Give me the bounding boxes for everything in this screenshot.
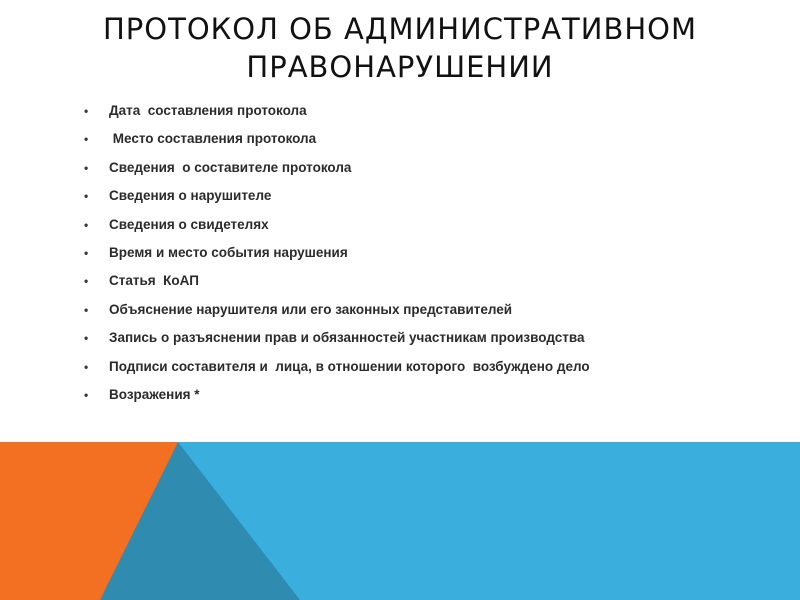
list-item-text: Возражения * [109,386,200,402]
bullet-icon: • [84,359,89,374]
bullet-icon: • [84,387,89,402]
slide-title [40,10,760,86]
list-item-text: Запись о разъяснении прав и обязанностей участникам производства [109,330,585,346]
list-item [84,125,590,153]
bullet-list [84,97,590,409]
list-item [84,296,590,324]
list-item [84,381,590,409]
list-item [84,353,590,381]
bullet-icon: • [84,104,89,118]
title-line-1: ПРОТОКОЛ ОБ АДМИНИСТРАТИВНОМ [103,12,697,46]
list-item-text: Время и место события нарушения [109,244,348,260]
list-item-text: Сведения о составителе протокола [109,159,352,175]
list-item [84,97,590,125]
bullet-icon: • [84,245,89,260]
list-item-text: Объяснение нарушителя или его законных представителей [109,301,513,317]
bullet-icon: • [84,132,89,147]
list-item-text: Подписи составителя и лица, в отношении которого возбуждено дело [109,358,590,374]
bullet-icon: • [84,217,89,232]
list-item-text: Место составления протокола [109,131,317,147]
list-item-text: Сведения о свидетелях [109,216,269,232]
list-item [84,239,590,267]
list-item [84,211,590,239]
bullet-icon: • [84,189,89,204]
list-item [84,267,590,295]
list-item [84,154,590,182]
list-item [84,182,590,210]
title-line-2: ПРАВОНАРУШЕНИИ [246,50,554,84]
bullet-icon: • [84,331,89,346]
list-item-text: Сведения о нарушителе [109,188,272,204]
list-item-text: Дата составления протокола [109,103,307,118]
bullet-icon: • [84,302,89,317]
list-item-text: Статья КоАП [109,273,199,289]
bullet-icon: • [84,160,89,175]
list-item [84,324,590,352]
bullet-icon: • [84,274,89,289]
